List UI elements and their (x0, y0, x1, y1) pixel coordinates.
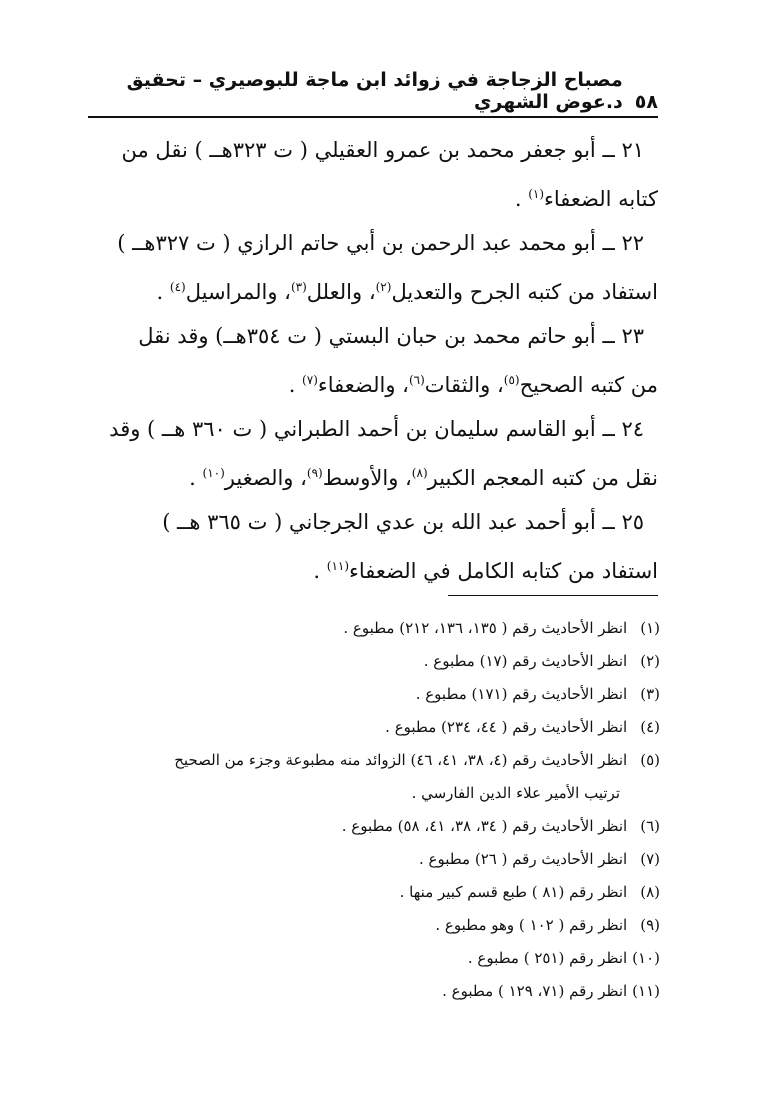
text-run: كتابه الضعفاء (544, 187, 658, 211)
text-run: . (156, 280, 170, 304)
paragraph-line (84, 358, 658, 407)
footnote-text: انظر الأحاديث رقم (١٧) مطبوع . (423, 652, 628, 670)
text-run: استفاد من كتابه الكامل في الضعفاء (349, 559, 658, 583)
running-title: مصباح الزجاجة في زوائد ابن ماجة للبوصيري – تحقيق د.عوض الشهري (126, 69, 623, 113)
footnote-ref: (٢) (375, 280, 392, 294)
footnote-number: (١١) (632, 982, 660, 1000)
footnote-text: انظر الأحاديث رقم (١٧١) مطبوع . (415, 685, 628, 703)
footnote-ref: (١٠) (202, 466, 225, 480)
footnote-number: (٣) (640, 685, 660, 703)
page-header (88, 69, 658, 118)
footnote-ref: (٥) (503, 373, 520, 387)
footnote-ref: (٣) (290, 280, 307, 294)
text-run: ، والأوسط (322, 466, 412, 490)
footnote (120, 942, 660, 975)
footnote-number: (٧) (640, 850, 660, 868)
footnote-text: انظر رقم (٨١ ) طبع قسم كبير منها . (399, 883, 628, 901)
paragraph-line (84, 544, 658, 593)
text-run: ، والعلل (306, 280, 376, 304)
footnote-ref: (٨) (411, 466, 428, 480)
footnote-text: انظر الأحاديث رقم ( ١٣٥، ١٣٦، ٢١٢) مطبوع . (343, 619, 628, 637)
footnote-number: (١٠) (632, 949, 660, 967)
footnote (120, 876, 660, 909)
footnote (120, 810, 660, 843)
paragraph-line (84, 265, 658, 314)
footnote-number: (٢) (640, 652, 660, 670)
text-run: . (313, 559, 327, 583)
text-run: استفاد من كتبه الجرح والتعديل (391, 280, 658, 304)
footnote-ref: (٤) (169, 280, 186, 294)
page-number: ٥٨ (634, 91, 658, 113)
main-text (84, 128, 658, 593)
paragraph-line: ٢٣ ــ أبو حاتم محمد بن حبان البستي ( ت ٣٥٤هــ) وقد نقل (138, 324, 644, 348)
footnote (120, 975, 660, 1008)
footnote-ref: (٩) (306, 466, 323, 480)
paragraph (84, 128, 658, 221)
footnote-ref: (١١) (326, 559, 350, 573)
text-run: . (514, 187, 529, 211)
footnote-text: انظر رقم (٢٥١ ) مطبوع . (467, 949, 628, 967)
footnote-text: انظر الأحاديث رقم ( ٤٤، ٢٣٤) مطبوع . (385, 718, 628, 736)
paragraph-line (84, 172, 658, 221)
paragraph-line: ٢٥ ــ أبو أحمد عبد الله بن عدي الجرجاني ( ت ٣٦٥ هــ ) (162, 510, 644, 534)
footnote-continuation: ترتيب الأمير علاء الدين الفارسي . (411, 784, 620, 802)
text-run: . (288, 373, 303, 397)
paragraph-line: ٢٢ ــ أبو محمد عبد الرحمن بن أبي حاتم الرازي ( ت ٣٢٧هــ ) (117, 231, 644, 255)
paragraph-line (84, 451, 658, 500)
footnote-number: (٦) (640, 817, 660, 835)
footnote (120, 678, 660, 711)
footnotes (120, 612, 660, 1008)
footnote-number: (٩) (640, 916, 660, 934)
text-run: ، والثقات (424, 373, 504, 397)
footnote (120, 645, 660, 678)
footnote-separator (448, 595, 658, 596)
text-run: ، والصغير (224, 466, 307, 490)
paragraph-line: ٢١ ــ أبو جعفر محمد بن عمرو العقيلي ( ت ٣٢٣هــ ) نقل من (121, 138, 644, 162)
paragraph (84, 221, 658, 314)
footnote-number: (٥) (640, 751, 660, 769)
footnote-ref: (١) (528, 187, 545, 201)
footnote-text: انظر الأحاديث رقم ( ٣٤، ٣٨، ٤١، ٥٨) مطبوع . (341, 817, 628, 835)
footnote (120, 843, 660, 876)
paragraph (84, 407, 658, 500)
footnote-ref: (٦) (408, 373, 425, 387)
text-run: ، والضعفاء (317, 373, 409, 397)
footnote (120, 909, 660, 942)
text-run: ، والمراسيل (185, 280, 291, 304)
text-run: نقل من كتبه المعجم الكبير (427, 466, 658, 490)
footnote-ref: (٧) (302, 373, 318, 387)
paragraph (84, 500, 658, 593)
footnote-number: (٤) (640, 718, 660, 736)
footnote (120, 711, 660, 744)
text-run: من كتبه الصحيح (519, 373, 658, 397)
paragraph (84, 314, 658, 407)
footnote-text: انظر الأحاديث رقم ( ٢٦) مطبوع . (418, 850, 628, 868)
footnote-text: انظر رقم (٧١، ١٢٩ ) مطبوع . (442, 982, 628, 1000)
footnote-text: انظر الأحاديث رقم (٤، ٣٨، ٤١، ٤٦) الزوائد منه مطبوعة وجزء من الصحيح (174, 751, 628, 769)
footnote-number: (٨) (640, 883, 660, 901)
footnote (120, 612, 660, 645)
paragraph-line: ٢٤ ــ أبو القاسم سليمان بن أحمد الطبراني ( ت ٣٦٠ هــ ) وقد (109, 417, 644, 441)
footnote-number: (١) (640, 619, 660, 637)
footnote-text: انظر رقم ( ١٠٢ ) وهو مطبوع . (435, 916, 628, 934)
footnote (120, 744, 660, 810)
text-run: . (189, 466, 203, 490)
